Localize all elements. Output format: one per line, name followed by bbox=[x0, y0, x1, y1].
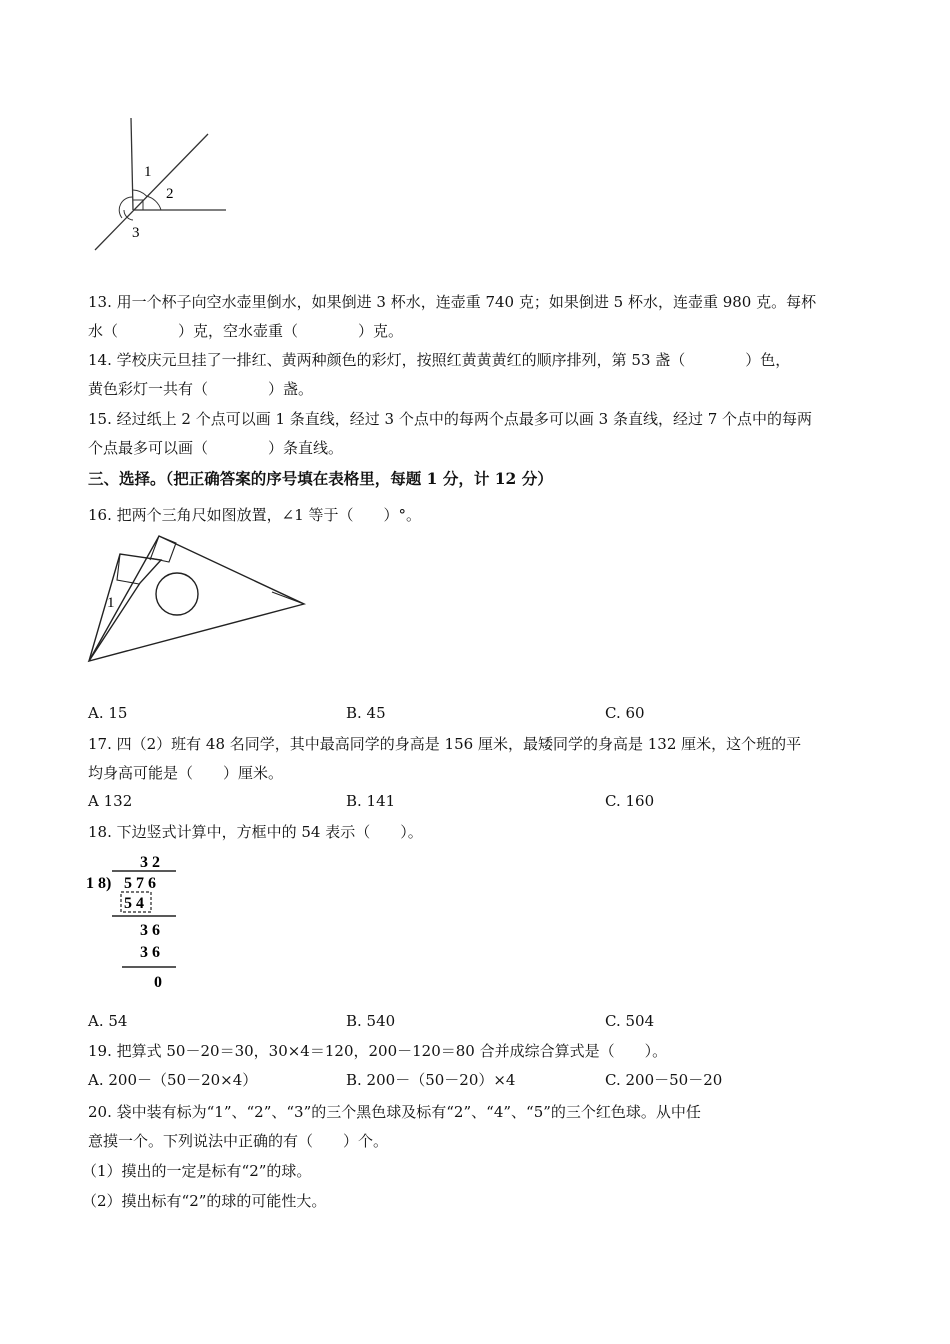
q16-option-b[interactable]: B. 45 bbox=[346, 704, 386, 722]
q14-line1: 14. 学校庆元旦挂了一排红、黄两种颜色的彩灯，按照红黄黄黄红的顺序排列，第 53 盏（ ）色， bbox=[88, 351, 791, 369]
q19-option-a[interactable]: A. 200－（50－20×4） bbox=[88, 1071, 258, 1089]
division-boxed-54: 5 4 bbox=[124, 895, 144, 912]
division-quotient: 3 2 bbox=[140, 854, 160, 871]
q13-line1: 13. 用一个杯子向空水壶里倒水，如果倒进 3 杯水，连壶重 740 克；如果倒进 5 杯水，连壶重 980 克。每杯 bbox=[88, 293, 817, 311]
division-product2: 3 6 bbox=[140, 944, 160, 961]
q18-question: 18. 下边竖式计算中，方框中的 54 表示（ ）。 bbox=[88, 823, 423, 841]
q20-line1: 20. 袋中装有标为“1”、“2”、“3”的三个黑色球及标有“2”、“4”、“5”的三个红色球。从中任 bbox=[88, 1103, 701, 1121]
angle-label-1: 1 bbox=[144, 164, 152, 180]
q17-line2: 均身高可能是（ ）厘米。 bbox=[88, 764, 284, 782]
angle-label-2: 2 bbox=[166, 186, 174, 202]
angle-1-label: 1 bbox=[107, 595, 115, 611]
q15-line1: 15. 经过纸上 2 个点可以画 1 条直线，经过 3 个点中的每两个点最多可以画 3 条直线，经过 7 个点中的每两 bbox=[88, 410, 813, 428]
q18-option-c[interactable]: C. 504 bbox=[605, 1012, 655, 1030]
q14-line2: 黄色彩灯一共有（ ）盏。 bbox=[88, 380, 314, 398]
q17-line1: 17. 四（2）班有 48 名同学，其中最高同学的身高是 156 厘米，最矮同学的身高是 132 厘米，这个班的平 bbox=[88, 735, 802, 753]
division-dividend: 5 7 6 bbox=[124, 875, 156, 892]
q20-line2: 意摸一个。下列说法中正确的有（ ）个。 bbox=[88, 1132, 389, 1150]
q20-statement-1: （1）摸出的一定是标有“2”的球。 bbox=[82, 1162, 312, 1180]
q18-option-a[interactable]: A. 54 bbox=[88, 1012, 128, 1030]
q19-question: 19. 把算式 50－20＝30，30×4＝120，200－120＝80 合并成综合算式是（ ）。 bbox=[88, 1042, 668, 1060]
division-divisor: 1 8) bbox=[86, 875, 112, 892]
division-result: 0 bbox=[154, 974, 162, 991]
q17-option-b[interactable]: B. 141 bbox=[346, 792, 396, 810]
long-division-figure bbox=[84, 848, 194, 998]
q17-option-a[interactable]: A 132 bbox=[88, 792, 133, 810]
q17-option-c[interactable]: C. 160 bbox=[605, 792, 655, 810]
q16-option-c[interactable]: C. 60 bbox=[605, 704, 645, 722]
angle-figure bbox=[88, 110, 238, 260]
q19-option-c[interactable]: C. 200－50－20 bbox=[605, 1071, 723, 1089]
triangle-rulers-figure bbox=[84, 530, 314, 670]
q13-line2: 水（ ）克，空水壶重（ ）克。 bbox=[88, 322, 404, 340]
q16-question: 16. 把两个三角尺如图放置，∠1 等于（ ）°。 bbox=[88, 506, 422, 524]
division-remainder: 3 6 bbox=[140, 922, 160, 939]
q15-line2: 个点最多可以画（ ）条直线。 bbox=[88, 439, 344, 457]
q18-option-b[interactable]: B. 540 bbox=[346, 1012, 396, 1030]
q16-option-a[interactable]: A. 15 bbox=[88, 704, 128, 722]
q19-option-b[interactable]: B. 200－（50－20）×4 bbox=[346, 1071, 516, 1089]
section-3-heading: 三、选择。（把正确答案的序号填在表格里，每题 1 分，计 12 分） bbox=[88, 469, 553, 488]
angle-label-3: 3 bbox=[132, 225, 140, 241]
q20-statement-2: （2）摸出标有“2”的球的可能性大。 bbox=[82, 1192, 327, 1210]
